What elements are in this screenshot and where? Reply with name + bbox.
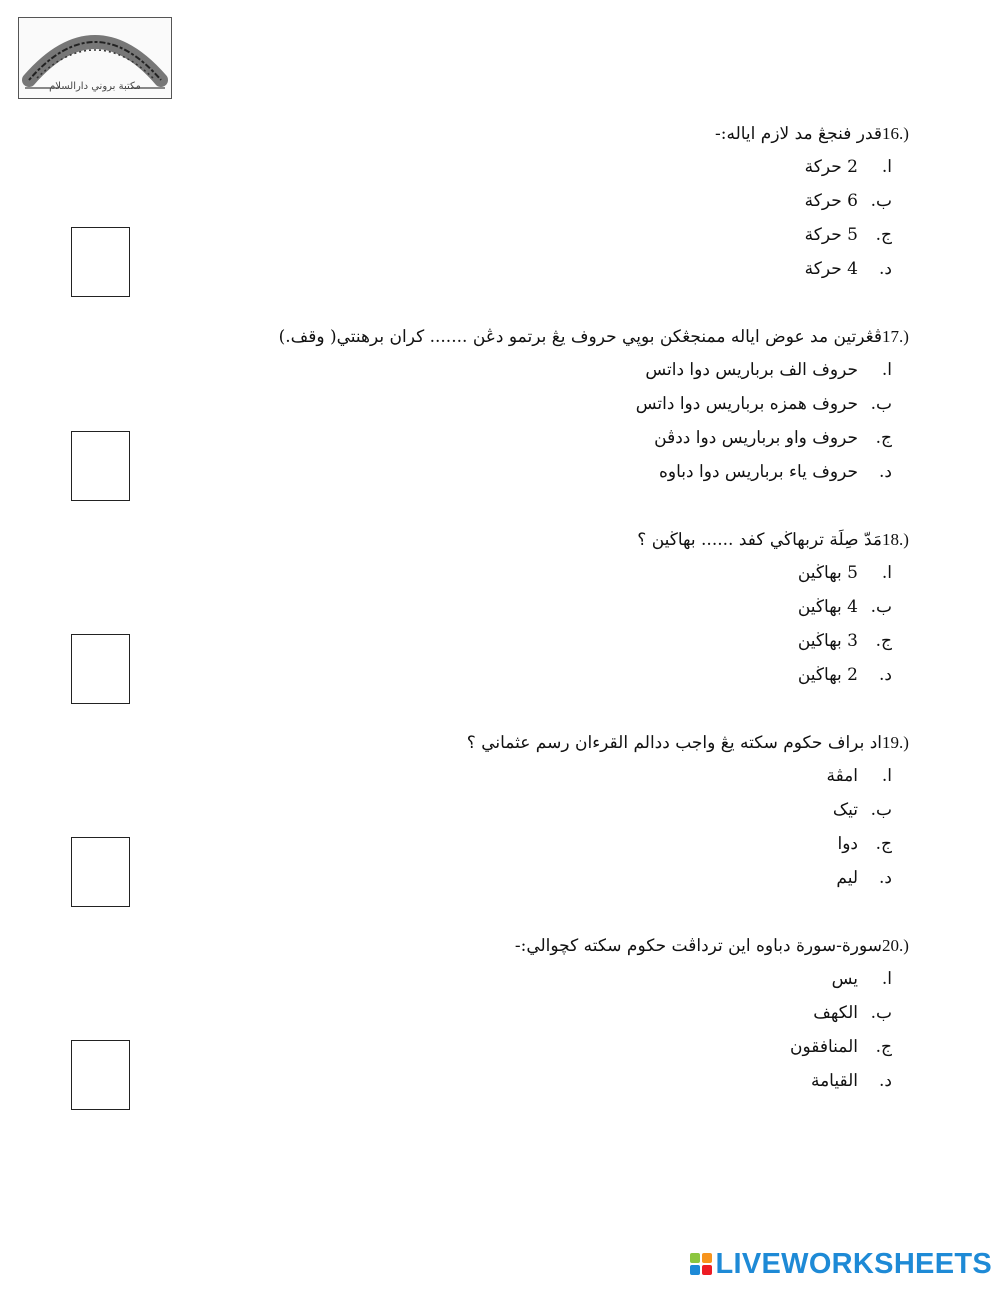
option-letter: ب. [870,597,892,617]
option-letter: ج. [875,834,892,854]
question-number: 16.) [882,124,909,143]
option-text: 4 بهاڬين [797,597,858,617]
answer-box-19[interactable] [71,837,130,907]
option-letter: د. [879,868,892,888]
question-text: ڤڠرتين مد عوض اياله ممنجڠكن بوپي حروف يڠ برتمو دڠن ....... كران برهنتي( وقف.) [278,327,882,347]
option-letter: ب. [870,800,892,820]
question-16 [715,124,922,293]
option-text: الكهف [813,1003,858,1023]
option-letter: ا. [881,969,892,989]
option-a [637,563,892,597]
question-17 [279,327,922,496]
option-text: حروف واو برباريس دوا ددڤن [654,428,858,448]
options-list [637,563,892,699]
option-b [467,800,892,834]
option-letter: ب. [870,394,892,414]
option-letter: ب. [870,191,892,211]
option-text: القيامة [810,1071,858,1091]
answer-box-17[interactable] [71,431,130,501]
option-letter: د. [879,462,892,482]
option-d [279,462,892,496]
option-letter: ج. [875,1037,892,1057]
option-letter: ج. [875,225,892,245]
answer-box-16[interactable] [71,227,130,297]
question-number: 18.) [882,530,909,549]
option-d [637,665,892,699]
option-text: 6 حركة [804,191,858,211]
option-d [467,868,892,902]
school-logo [18,17,172,99]
liveworksheets-brand [690,1249,993,1279]
option-letter: ا. [881,766,892,786]
logo-square-e [702,1265,712,1275]
option-d [515,1071,892,1105]
option-text: 2 حركة [804,157,858,177]
option-text: المنافقون [789,1037,858,1057]
option-text: 4 حركة [804,259,858,279]
option-text: حروف همزه برباريس دوا داتس [635,394,858,414]
option-letter: ا. [881,563,892,583]
option-text: تيک [832,800,858,820]
options-list [515,969,892,1105]
option-text: امڤة [826,766,858,786]
logo-square-l [690,1253,700,1263]
option-a [279,360,892,394]
option-text: 5 حركة [804,225,858,245]
option-c [715,225,892,259]
option-text: 2 بهاڬين [797,665,858,685]
option-text: حروف الف برباريس دوا داتس [645,360,858,380]
question-20 [515,936,922,1105]
option-text: حروف ياء برباريس دوا دباوه [659,462,858,482]
option-letter: ب. [870,1003,892,1023]
option-b [637,597,892,631]
option-text: دوا [837,834,858,854]
option-c [467,834,892,868]
option-letter: ج. [875,428,892,448]
option-c [515,1037,892,1071]
option-b [715,191,892,225]
option-c [637,631,892,665]
options-list [715,157,892,293]
options-list [467,766,892,902]
option-text: 3 بهاڬين [797,631,858,651]
option-letter: ا. [881,360,892,380]
logo-caption: مكتبة بروني دارالسلام [49,81,141,92]
liveworksheets-logo-icon [690,1253,712,1275]
option-letter: د. [879,665,892,685]
option-letter: ا. [881,157,892,177]
option-letter: ج. [875,631,892,651]
question-text: سورة-سورة دباوه اين ترداڤت حكوم سكته كچوالي:- [514,936,882,956]
option-text: 5 بهاڬين [797,563,858,583]
answer-box-18[interactable] [71,634,130,704]
brand-name: LIVEWORKSHEETS [715,1247,992,1280]
option-a [515,969,892,1003]
option-text: ليم [836,868,858,888]
option-b [515,1003,892,1037]
option-a [467,766,892,800]
option-d [715,259,892,293]
question-number: 19.) [882,733,909,752]
answer-box-20[interactable] [71,1040,130,1110]
question-19 [467,733,922,902]
question-text: اد براف حكوم سكته يڠ واجب ددالم القرءان رسم عثماني ؟ [466,733,882,753]
question-number: 20.) [882,936,909,955]
option-text: يس [831,969,858,989]
logo-square-v [690,1265,700,1275]
question-number: 17.) [882,327,909,346]
option-letter: د. [879,1071,892,1091]
option-letter: د. [879,259,892,279]
question-18 [637,530,922,699]
question-text: قدر فنجڠ مد لازم اياله:- [714,124,882,144]
option-a [715,157,892,191]
logo-square-i [702,1253,712,1263]
question-text: مَدّ صِلَة تربهاڬي كفد ...... بهاڬين ؟ [637,530,882,550]
option-b [279,394,892,428]
option-c [279,428,892,462]
options-list [279,360,892,496]
